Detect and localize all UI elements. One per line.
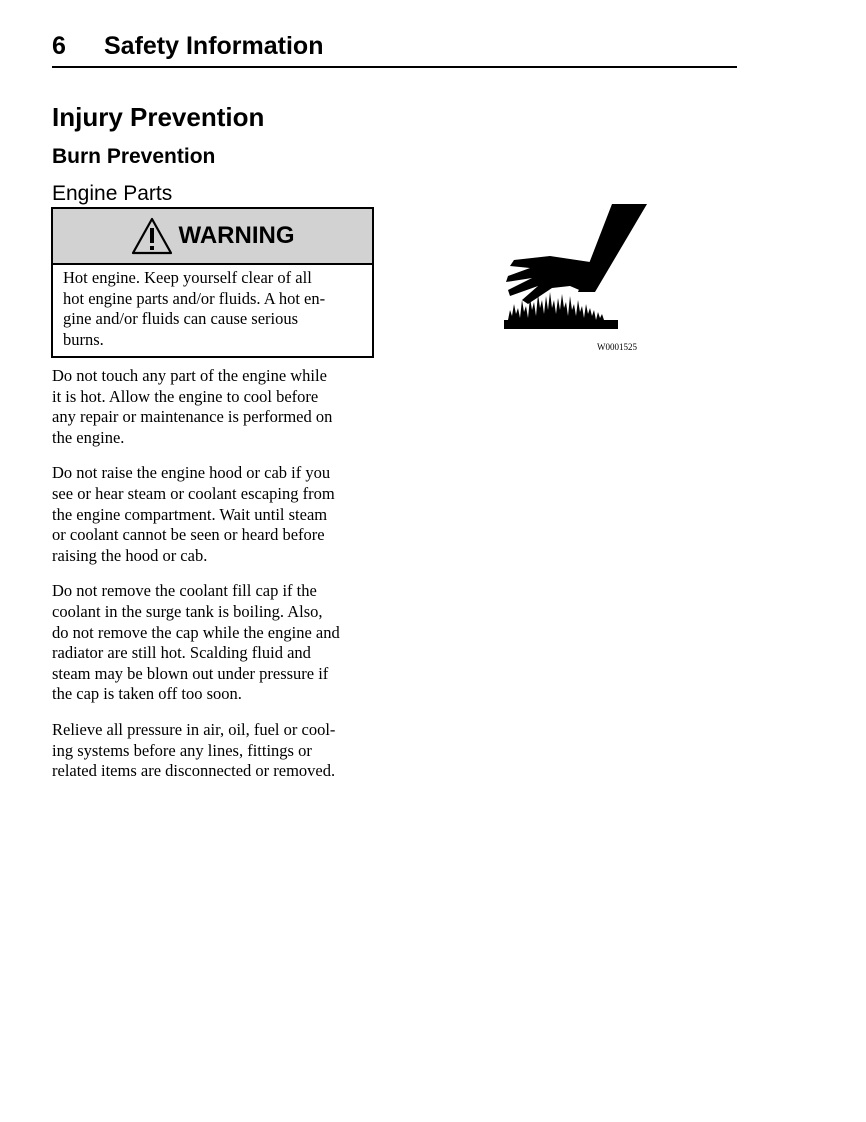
page-number: 6 xyxy=(52,32,66,60)
text-line: Do not raise the engine hood or cab if you xyxy=(52,463,331,483)
text-line: the engine. xyxy=(52,427,125,447)
figure-code: W0001525 xyxy=(597,342,637,352)
text-line: coolant in the surge tank is boiling. Also, xyxy=(52,601,323,621)
warning-line: gine and/or fluids can cause serious xyxy=(63,309,299,329)
text-line: Do not touch any part of the engine while xyxy=(52,366,327,385)
text-line: Do not remove the coolant fill cap if the xyxy=(52,581,317,601)
warning-line: Hot engine. Keep yourself clear of all xyxy=(63,268,312,287)
text-line: steam may be blown out under pressure if xyxy=(52,663,329,683)
paragraph-hood xyxy=(52,463,377,566)
heading-burn-prevention: Burn Prevention xyxy=(52,145,216,168)
warning-header xyxy=(53,209,372,265)
hot-surface-figure xyxy=(500,200,650,360)
text-line: the engine compartment. Wait until steam xyxy=(52,504,328,524)
text-line: the cap is taken off too soon. xyxy=(52,684,242,704)
warning-triangle-icon xyxy=(131,217,173,255)
page-header xyxy=(52,28,737,68)
text-line: any repair or maintenance is performed on xyxy=(52,407,333,427)
text-line: or coolant cannot be seen or heard before xyxy=(52,525,325,545)
warning-text xyxy=(53,265,372,350)
paragraph-pressure xyxy=(52,720,377,782)
section-title: Safety Information xyxy=(104,32,324,60)
paragraph-touch xyxy=(52,366,377,448)
warning-title: WARNING xyxy=(178,222,295,249)
heading-injury-prevention: Injury Prevention xyxy=(52,102,265,132)
text-line: see or hear steam or coolant escaping from xyxy=(52,483,335,503)
text-line: ing systems before any lines, fittings or xyxy=(52,740,312,760)
warning-line: hot engine parts and/or fluids. A hot en- xyxy=(63,288,326,308)
text-line: raising the hood or cab. xyxy=(52,545,208,565)
paragraph-coolant-cap xyxy=(52,581,377,705)
text-line: related items are disconnected or removed. xyxy=(52,761,336,781)
warning-box xyxy=(51,207,374,358)
text-line: it is hot. Allow the engine to cool before xyxy=(52,386,319,406)
body-text xyxy=(52,366,377,797)
text-line: do not remove the cap while the engine and xyxy=(52,622,340,642)
hot-surface-hand-icon xyxy=(500,200,650,338)
warning-line: burns. xyxy=(63,329,104,349)
text-line: radiator are still hot. Scalding fluid and xyxy=(52,643,311,663)
heading-engine-parts: Engine Parts xyxy=(52,182,173,205)
text-line: Relieve all pressure in air, oil, fuel or cool- xyxy=(52,719,336,739)
